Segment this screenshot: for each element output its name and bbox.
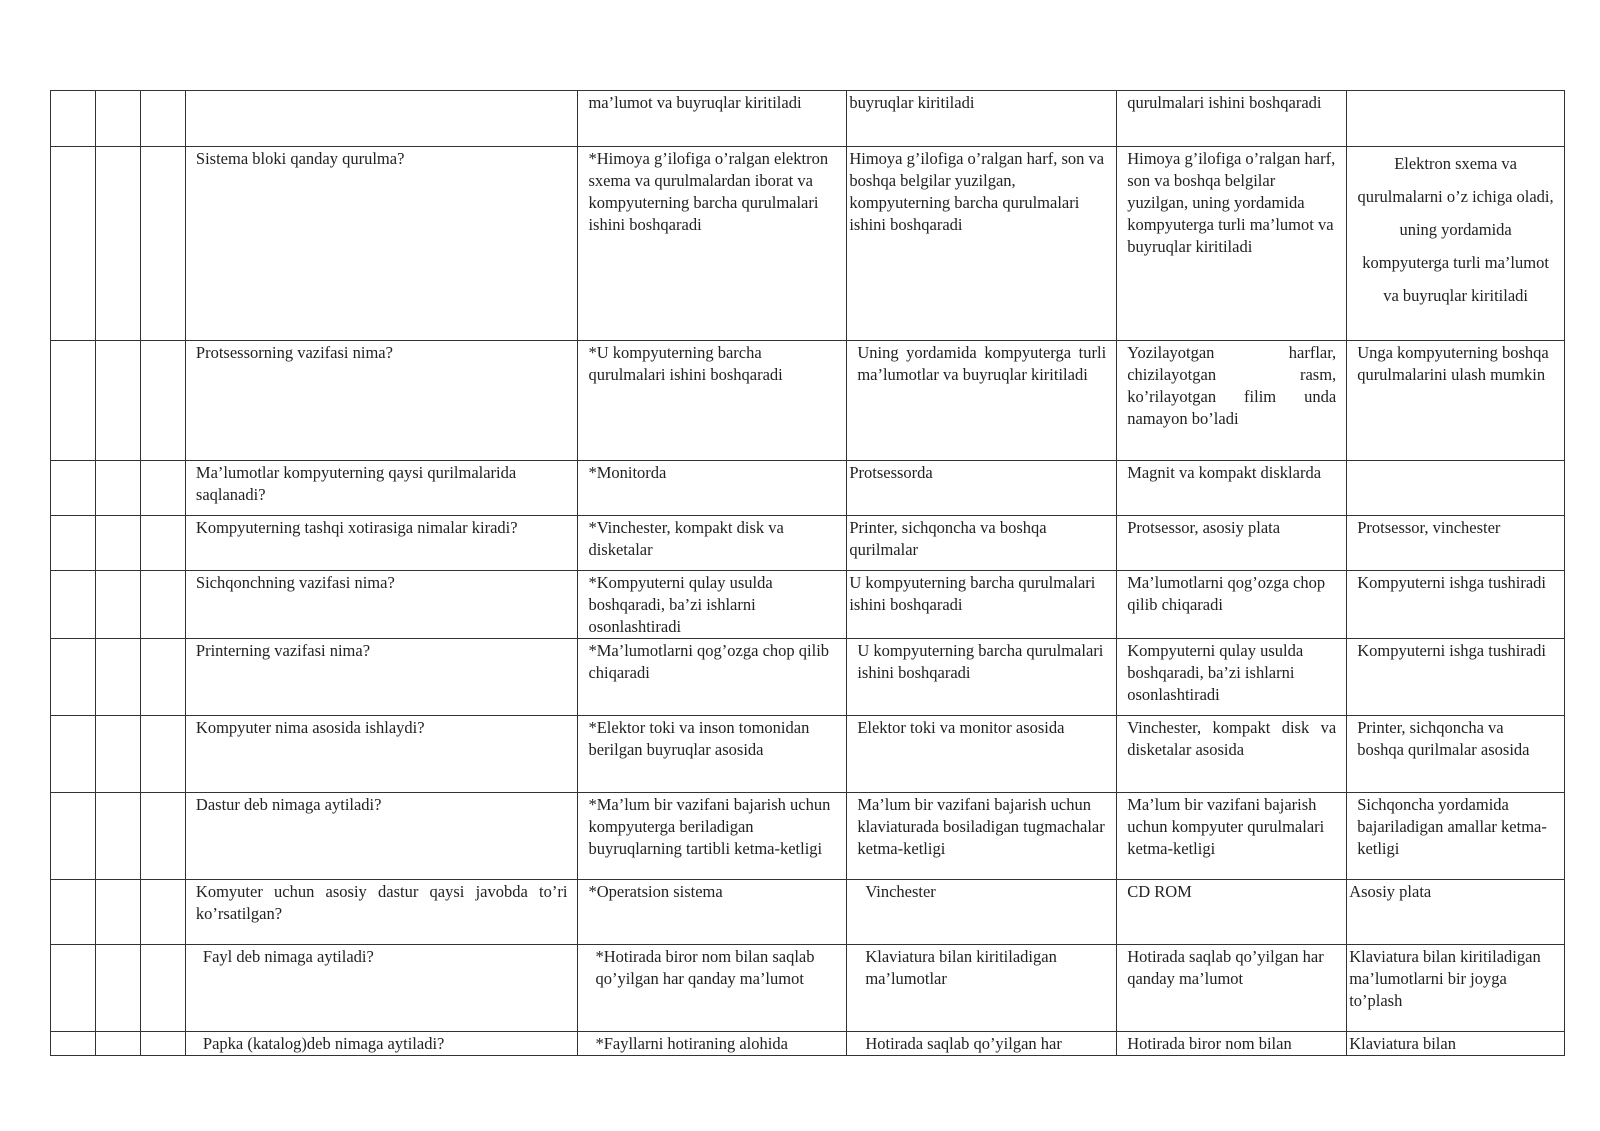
number-cell bbox=[51, 716, 96, 793]
number-cell bbox=[95, 147, 140, 341]
answer-cell: Hotirada saqlab qo’yilgan har qanday ma’lumot bbox=[1117, 945, 1347, 1032]
number-cell bbox=[51, 147, 96, 341]
number-cell bbox=[95, 716, 140, 793]
answer-cell: Elektor toki va monitor asosida bbox=[847, 716, 1117, 793]
answer-cell: U kompyuterning barcha qurulmalari ishini boshqaradi bbox=[847, 639, 1117, 716]
answer-correct-cell: *Elektor toki va inson tomonidan berilgan buyruqlar asosida bbox=[578, 716, 847, 793]
quiz-table bbox=[50, 90, 1565, 1056]
number-cell bbox=[140, 880, 185, 945]
number-cell bbox=[51, 341, 96, 461]
table-row bbox=[51, 91, 1565, 147]
number-cell bbox=[95, 793, 140, 880]
question-cell: Protsessorning vazifasi nima? bbox=[185, 341, 578, 461]
question-cell: Sichqonchning vazifasi nima? bbox=[185, 571, 578, 639]
answer-cell: qurulmalari ishini boshqaradi bbox=[1117, 91, 1347, 147]
number-cell bbox=[140, 1032, 185, 1056]
answer-cell: Ma’lum bir vazifani bajarish uchun klaviaturada bosiladigan tugmachalar ketma-ketligi bbox=[847, 793, 1117, 880]
number-cell bbox=[51, 516, 96, 571]
number-cell bbox=[140, 516, 185, 571]
table-row bbox=[51, 571, 1565, 639]
table-row bbox=[51, 341, 1565, 461]
number-cell bbox=[140, 461, 185, 516]
answer-correct-cell: *Himoya g’ilofiga o’ralgan elektron sxema va qurulmalardan iborat va kompyuterning barcha qurulmalari ishini boshqaradi bbox=[578, 147, 847, 341]
number-cell bbox=[95, 91, 140, 147]
answer-cell: Protsessor, vinchester bbox=[1347, 516, 1565, 571]
number-cell bbox=[51, 945, 96, 1032]
answer-cell: buyruqlar kiritiladi bbox=[847, 91, 1117, 147]
answer-cell: Printer, sichqoncha va boshqa qurilmalar bbox=[847, 516, 1117, 571]
number-cell bbox=[95, 516, 140, 571]
answer-cell: Klaviatura bilan kiritiladigan ma’lumotlar bbox=[847, 945, 1117, 1032]
table-row bbox=[51, 1032, 1565, 1056]
number-cell bbox=[95, 945, 140, 1032]
table-row bbox=[51, 147, 1565, 341]
question-cell: Papka (katalog)deb nimaga aytiladi? bbox=[185, 1032, 578, 1056]
number-cell bbox=[95, 461, 140, 516]
number-cell bbox=[140, 341, 185, 461]
question-cell: Kompyuterning tashqi xotirasiga nimalar kiradi? bbox=[185, 516, 578, 571]
answer-cell: Protsessorda bbox=[847, 461, 1117, 516]
answer-correct-cell: *Vinchester, kompakt disk va disketalar bbox=[578, 516, 847, 571]
answer-cell: CD ROM bbox=[1117, 880, 1347, 945]
table-row bbox=[51, 945, 1565, 1032]
answer-cell: Kompyuterni qulay usulda boshqaradi, ba’zi ishlarni osonlashtiradi bbox=[1117, 639, 1347, 716]
answer-cell: Hotirada biror nom bilan bbox=[1117, 1032, 1347, 1056]
question-cell: Dastur deb nimaga aytiladi? bbox=[185, 793, 578, 880]
number-cell bbox=[140, 945, 185, 1032]
answer-correct-cell: *Ma’lum bir vazifani bajarish uchun kompyuterga beriladigan buyruqlarning tartibli ketma-ketligi bbox=[578, 793, 847, 880]
number-cell bbox=[51, 1032, 96, 1056]
answer-correct-cell: *Fayllarni hotiraning alohida bbox=[578, 1032, 847, 1056]
question-cell: Komyuter uchun asosiy dastur qaysi javobda to’ri ko’rsatilgan? bbox=[185, 880, 578, 945]
number-cell bbox=[140, 571, 185, 639]
answer-cell: Klaviatura bilan bbox=[1347, 1032, 1565, 1056]
answer-correct-cell: *U kompyuterning barcha qurulmalari ishini boshqaradi bbox=[578, 341, 847, 461]
answer-cell: Himoya g’ilofiga o’ralgan harf, son va boshqa belgilar yuzilgan, uning yordamida kompyuterga turli ma’lumot va buyruqlar kiritiladi bbox=[1117, 147, 1347, 341]
number-cell bbox=[95, 341, 140, 461]
number-cell bbox=[51, 793, 96, 880]
number-cell bbox=[140, 147, 185, 341]
answer-cell: Unga kompyuterning boshqa qurulmalarini ulash mumkin bbox=[1347, 341, 1565, 461]
answer-cell: Yozilayotgan harflar, chizilayotgan rasm, ko’rilayotgan filim unda namayon bo’ladi bbox=[1117, 341, 1347, 461]
number-cell bbox=[140, 716, 185, 793]
number-cell bbox=[95, 1032, 140, 1056]
table-row bbox=[51, 516, 1565, 571]
answer-cell: Himoya g’ilofiga o’ralgan harf, son va boshqa belgilar yuzilgan, kompyuterning barcha qurulmalari ishini boshqaradi bbox=[847, 147, 1117, 341]
answer-cell: Vinchester, kompakt disk va disketalar asosida bbox=[1117, 716, 1347, 793]
number-cell bbox=[51, 461, 96, 516]
number-cell bbox=[140, 639, 185, 716]
number-cell bbox=[51, 91, 96, 147]
number-cell bbox=[95, 639, 140, 716]
question-cell bbox=[185, 91, 578, 147]
answer-cell: Kompyuterni ishga tushiradi bbox=[1347, 639, 1565, 716]
question-cell: Printerning vazifasi nima? bbox=[185, 639, 578, 716]
answer-cell: Klaviatura bilan kiritiladigan ma’lumotlarni bir joyga to’plash bbox=[1347, 945, 1565, 1032]
table-row bbox=[51, 793, 1565, 880]
answer-cell: U kompyuterning barcha qurulmalari ishini boshqaradi bbox=[847, 571, 1117, 639]
answer-cell: Ma’lum bir vazifani bajarish uchun kompyuter qurulmalari ketma-ketligi bbox=[1117, 793, 1347, 880]
answer-cell: Vinchester bbox=[847, 880, 1117, 945]
answer-correct-cell: *Operatsion sistema bbox=[578, 880, 847, 945]
answer-cell: Ma’lumotlarni qog’ozga chop qilib chiqaradi bbox=[1117, 571, 1347, 639]
number-cell bbox=[140, 91, 185, 147]
answer-correct-cell: *Ma’lumotlarni qog’ozga chop qilib chiqaradi bbox=[578, 639, 847, 716]
answer-cell: Printer, sichqoncha va boshqa qurilmalar asosida bbox=[1347, 716, 1565, 793]
question-cell: Ma’lumotlar kompyuterning qaysi qurilmalarida saqlanadi? bbox=[185, 461, 578, 516]
number-cell bbox=[95, 880, 140, 945]
answer-cell: Sichqoncha yordamida bajariladigan amallar ketma-ketligi bbox=[1347, 793, 1565, 880]
answer-correct-cell: *Monitorda bbox=[578, 461, 847, 516]
table-row bbox=[51, 880, 1565, 945]
answer-correct-cell: *Hotirada biror nom bilan saqlab qo’yilgan har qanday ma’lumot bbox=[578, 945, 847, 1032]
answer-cell: Kompyuterni ishga tushiradi bbox=[1347, 571, 1565, 639]
answer-cell: Protsessor, asosiy plata bbox=[1117, 516, 1347, 571]
answer-correct-cell: *Kompyuterni qulay usulda boshqaradi, ba’zi ishlarni osonlashtiradi bbox=[578, 571, 847, 639]
number-cell bbox=[95, 571, 140, 639]
answer-cell: Elektron sxema va qurulmalarni o’z ichiga oladi, uning yordamida kompyuterga turli ma’lumot va buyruqlar kiritiladi bbox=[1347, 147, 1565, 341]
number-cell bbox=[51, 639, 96, 716]
answer-cell: Hotirada saqlab qo’yilgan har bbox=[847, 1032, 1117, 1056]
question-cell: Kompyuter nima asosida ishlaydi? bbox=[185, 716, 578, 793]
answer-cell: Uning yordamida kompyuterga turli ma’lumotlar va buyruqlar kiritiladi bbox=[847, 341, 1117, 461]
number-cell bbox=[51, 571, 96, 639]
answer-cell: Magnit va kompakt disklarda bbox=[1117, 461, 1347, 516]
answer-correct-cell: ma’lumot va buyruqlar kiritiladi bbox=[578, 91, 847, 147]
answer-cell: Asosiy plata bbox=[1347, 880, 1565, 945]
table-row bbox=[51, 716, 1565, 793]
answer-cell bbox=[1347, 461, 1565, 516]
question-cell: Fayl deb nimaga aytiladi? bbox=[185, 945, 578, 1032]
number-cell bbox=[51, 880, 96, 945]
answer-cell bbox=[1347, 91, 1565, 147]
question-cell: Sistema bloki qanday qurulma? bbox=[185, 147, 578, 341]
table-row bbox=[51, 461, 1565, 516]
number-cell bbox=[140, 793, 185, 880]
table-row bbox=[51, 639, 1565, 716]
